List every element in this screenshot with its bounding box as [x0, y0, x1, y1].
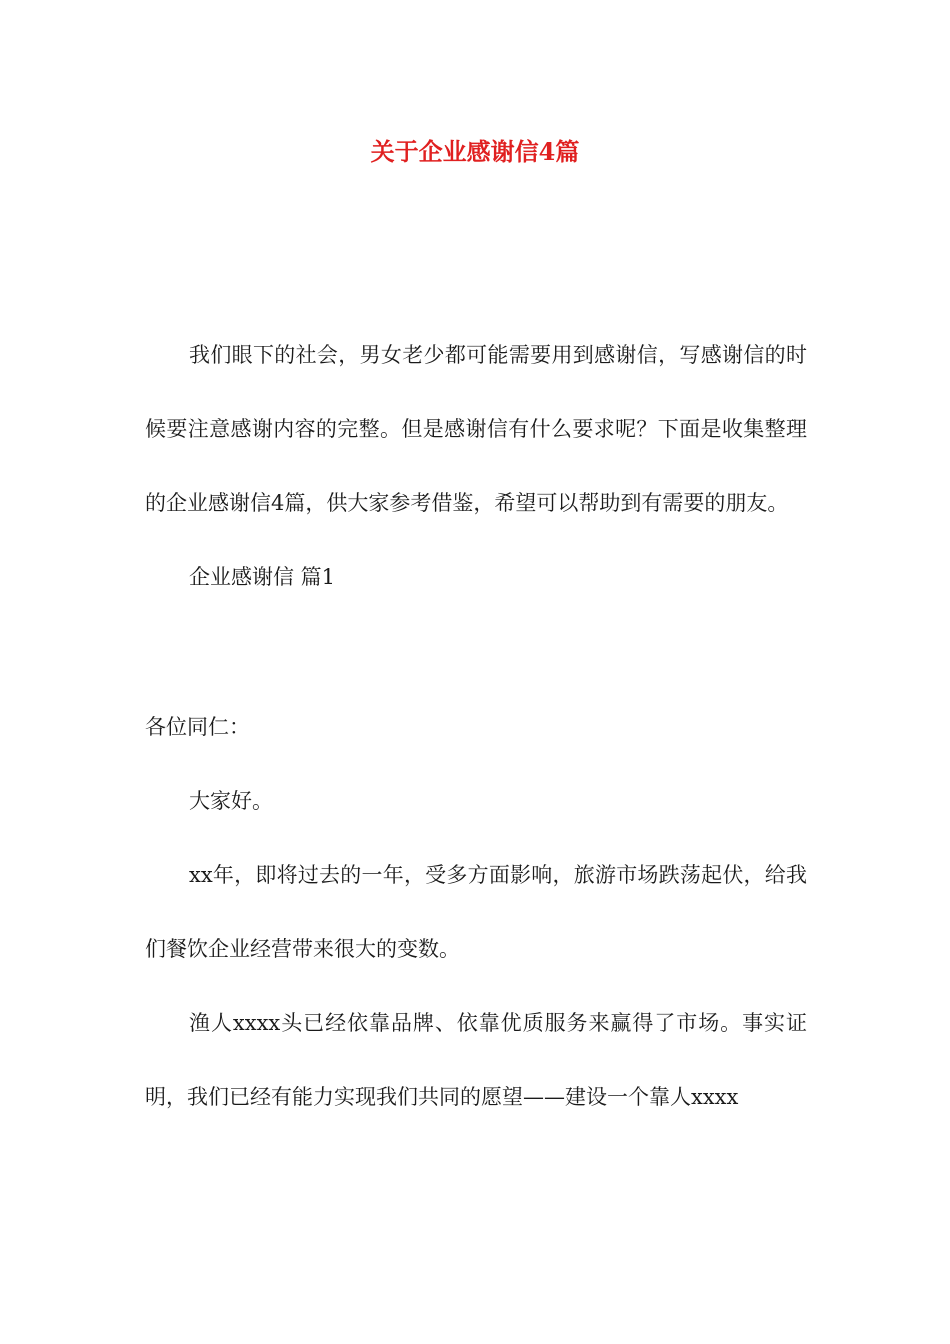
document-title: 关于企业感谢信4篇: [370, 137, 580, 166]
salutation: 各位同仁：: [145, 715, 250, 739]
intro-paragraph: 我们眼下的社会，男女老少都可能需要用到感谢信，写感谢信的时候要注意感谢内容的完整。但是感谢信有什么要求呢？下面是收集整理的企业感谢信4篇，供大家参考借鉴，希望可以帮助到有需要的朋友。: [145, 343, 807, 515]
section-gap: [145, 614, 807, 690]
document-body: [145, 318, 807, 1134]
body-paragraph-1: xx年，即将过去的一年，受多方面影响，旅游市场跌荡起伏，给我们餐饮企业经营带来很大的变数。: [145, 863, 807, 961]
body-paragraph-2: 渔人xxxx头已经依靠品牌、依靠优质服务来赢得了市场。事实证明，我们已经有能力实现我们共同的愿望——建设一个靠人xxxx: [145, 1011, 807, 1109]
section-heading-1: 企业感谢信 篇1: [189, 565, 336, 589]
greeting: 大家好。: [189, 789, 273, 813]
